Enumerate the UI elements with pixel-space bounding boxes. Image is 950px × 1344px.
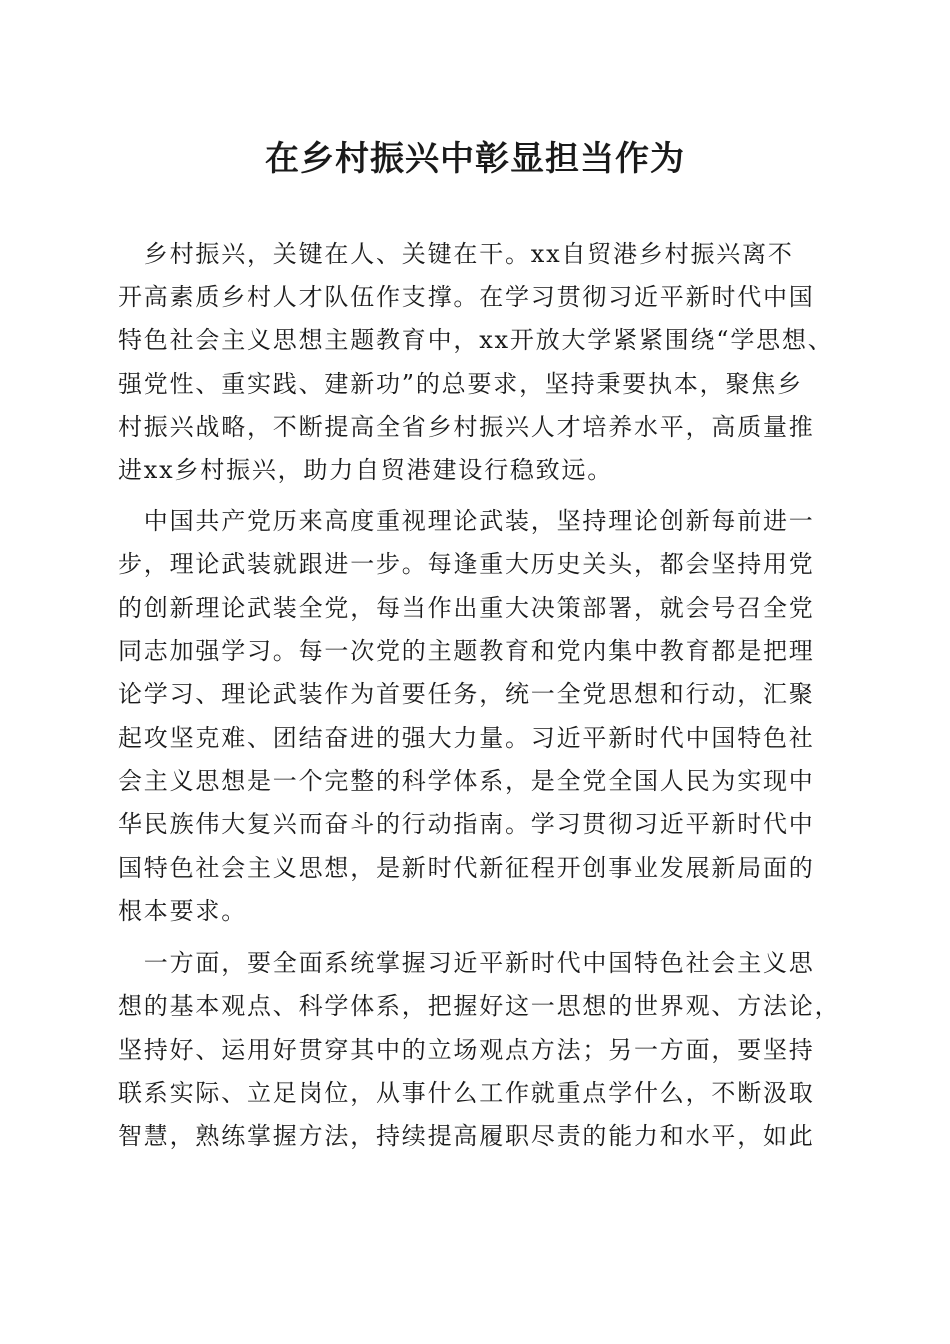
text-line: 特色社会主义思想主题教育中，xx开放大学紧紧围绕“学思想、 (118, 326, 834, 354)
text-line: 国特色社会主义思想，是新时代新征程开创事业发展新局面的 (118, 854, 815, 882)
text-line: 起攻坚克难、团结奋进的强大力量。习近平新时代中国特色社 (118, 724, 815, 752)
text-line: 开高素质乡村人才队伍作支撑。在学习贯彻习近平新时代中国 (118, 283, 815, 311)
text-line: 村振兴战略，不断提高全省乡村振兴人才培养水平，高质量推 (118, 413, 815, 441)
text-line: 中国共产党历来高度重视理论武装，坚持理论创新每前进一 (118, 507, 815, 535)
text-line: 乡村振兴，关键在人、关键在干。xx自贸港乡村振兴离不 (118, 240, 794, 268)
text-line: 步，理论武装就跟进一步。每逢重大历史关头，都会坚持用党 (118, 550, 815, 578)
page-title: 在乡村振兴中彰显担当作为 (265, 139, 685, 179)
text-line: 联系实际、立足岗位，从事什么工作就重点学什么，不断汲取 (118, 1079, 815, 1107)
text-line: 的创新理论武装全党，每当作出重大决策部署，就会号召全党 (118, 594, 815, 622)
text-line: 强党性、重实践、建新功”的总要求，坚持秉要执本，聚焦乡 (118, 370, 803, 398)
text-line: 想的基本观点、科学体系，把握好这一思想的世界观、方法论， (118, 992, 841, 1020)
text-line: 华民族伟大复兴而奋斗的行动指南。学习贯彻习近平新时代中 (118, 810, 815, 838)
text-line: 会主义思想是一个完整的科学体系，是全党全国人民为实现中 (118, 767, 815, 795)
text-line: 根本要求。 (118, 897, 247, 925)
text-line: 智慧，熟练掌握方法，持续提高履职尽责的能力和水平，如此 (118, 1122, 815, 1150)
text-line: 进xx乡村振兴，助力自贸港建设行稳致远。 (118, 456, 614, 484)
text-line: 同志加强学习。每一次党的主题教育和党内集中教育都是把理 (118, 637, 815, 665)
text-line: 坚持好、运用好贯穿其中的立场观点方法；另一方面，要坚持 (118, 1036, 815, 1064)
text-line: 论学习、理论武装作为首要任务，统一全党思想和行动，汇聚 (118, 680, 815, 708)
text-line: 一方面，要全面系统掌握习近平新时代中国特色社会主义思 (118, 949, 815, 977)
